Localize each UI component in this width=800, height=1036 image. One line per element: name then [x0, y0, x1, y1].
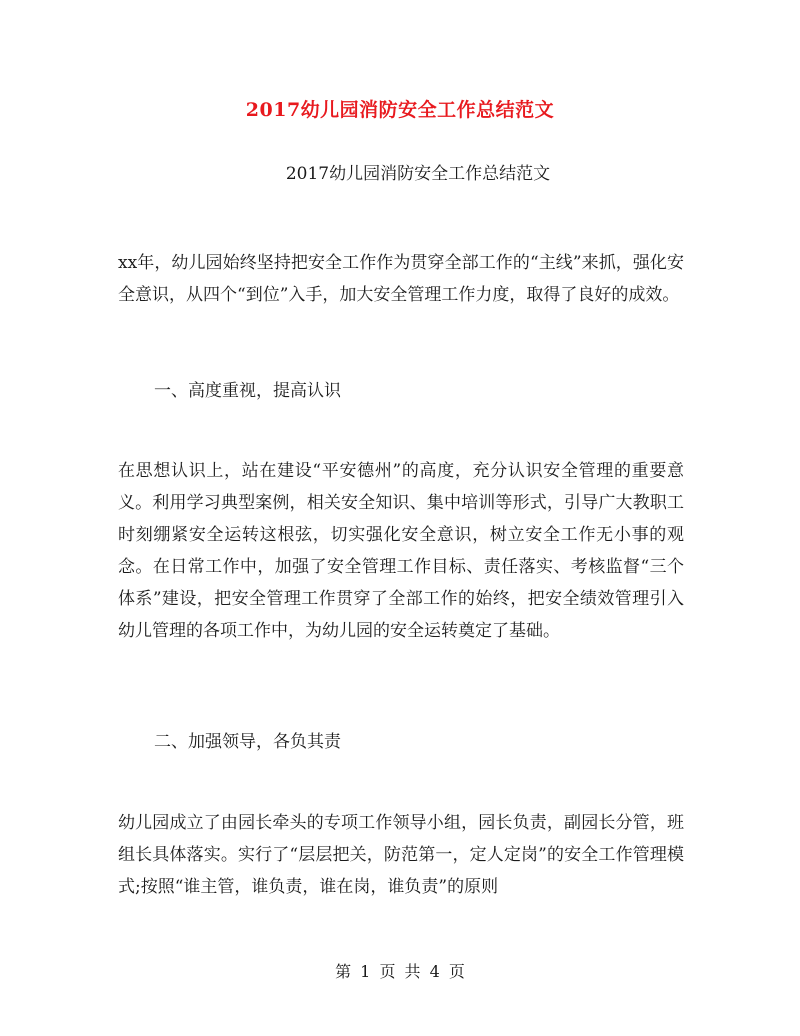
body-paragraph-1: xx年，幼儿园始终坚持把安全工作作为贯穿全部工作的“主线”来抓，强化安全意识，从四个“到位”入手，加大安全管理工作力度，取得了良好的成效。 — [118, 253, 684, 305]
document-subtitle: 2017幼儿园消防安全工作总结范文 — [285, 164, 551, 184]
body-paragraph-3: 幼儿园成立了由园长牵头的专项工作领导小组，园长负责，副园长分管，班组长具体落实。实行了“层层把关，防范第一，定人定岗”的安全工作管理模式;按照“谁主管，谁负责，谁在岗，谁负责”的原则 — [118, 813, 684, 897]
section-heading-2: 二、加强领导，各负其责 — [154, 732, 341, 752]
page-number-footer: 第 1 页 共 4 页 — [335, 962, 465, 981]
section-heading-1: 一、高度重视，提高认识 — [154, 381, 341, 401]
body-paragraph-2: 在思想认识上，站在建设“平安德州”的高度，充分认识安全管理的重要意义。利用学习典型案例，相关安全知识、集中培训等形式，引导广大教职工时刻绷紧安全运转这根弦，切实强化安全意识，树立安全工作无小事的观念。在日常工作中，加强了安全管理工作目标、责任落实、考核监督“三个体系”建设，把安全管理工作贯穿了全部工作的始终，把安全绩效管理引入幼儿管理的各项工作中，为幼儿园的安全运转奠定了基础。 — [118, 461, 684, 641]
document-title: 2017幼儿园消防安全工作总结范文 — [245, 99, 555, 121]
